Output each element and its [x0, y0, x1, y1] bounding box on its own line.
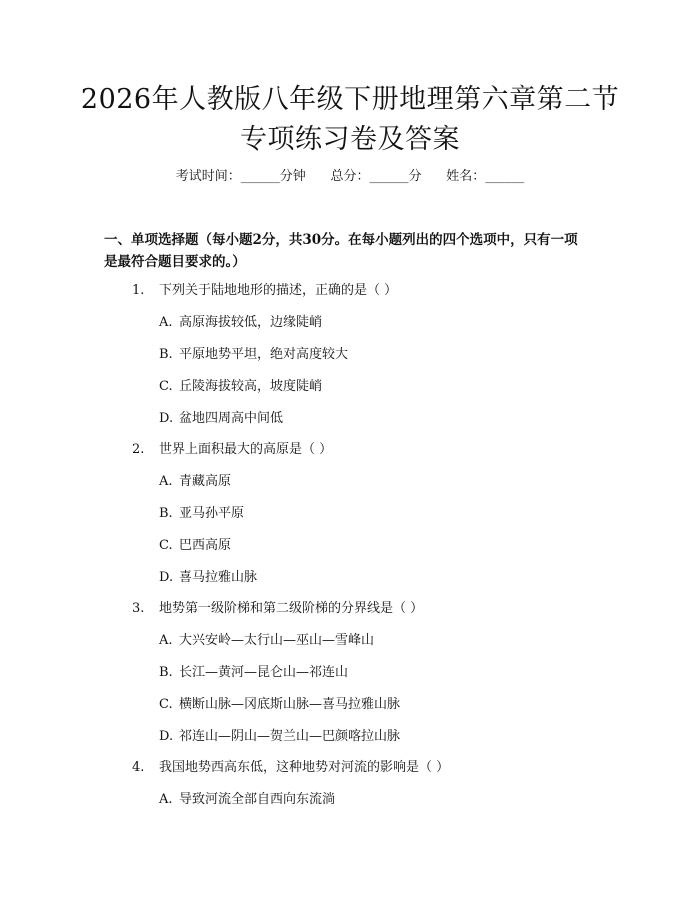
option-2d [159, 569, 257, 587]
option-text: 长江—黄河—昆仑山—祁连山 [179, 665, 349, 680]
page-title-line-2: 专项练习卷及答案 [240, 124, 460, 155]
option-1b [159, 346, 348, 364]
option-text: 高原海拔较低，边缘陡峭 [179, 315, 323, 330]
option-4a [159, 791, 335, 809]
question-text: 我国地势西高东低，这种地势对河流的影响是（ ） [159, 760, 450, 775]
option-text: 平原地势平坦，绝对高度较大 [179, 347, 349, 362]
option-3c [159, 696, 400, 714]
option-3a [159, 632, 374, 650]
question-1 [132, 282, 397, 300]
option-letter: D. [159, 729, 174, 744]
option-text: 巴西高原 [179, 538, 232, 553]
option-letter: B. [159, 506, 173, 521]
question-text: 下列关于陆地地形的描述，正确的是（ ） [159, 283, 398, 298]
question-4 [132, 759, 449, 777]
option-letter: A. [159, 315, 173, 330]
question-text: 地势第一级阶梯和第二级阶梯的分界线是（ ） [159, 601, 424, 616]
option-text: 祁连山—阴山—贺兰山—巴颜喀拉山脉 [179, 729, 401, 744]
option-text: 亚马孙平原 [179, 506, 245, 521]
option-letter: B. [159, 347, 173, 362]
option-text: 青藏高原 [179, 474, 232, 489]
option-1d [159, 410, 283, 428]
question-number: 4. [132, 760, 145, 775]
option-letter: A. [159, 474, 173, 489]
option-1c [159, 378, 322, 396]
option-text: 盆地四周高中间低 [179, 411, 284, 426]
page-title-line-1: 2026年人教版八年级下册地理第六章第二节 [80, 84, 620, 115]
section-heading-line-1: 一、单项选择题（每小题2分，共30分。在每小题列出的四个选项中，只有一项 [104, 232, 578, 248]
option-2b [159, 505, 244, 523]
option-letter: C. [159, 379, 173, 394]
section-heading-line-2: 是最符合题目要求的。） [104, 254, 246, 270]
option-3b [159, 664, 348, 682]
option-2c [159, 537, 231, 555]
option-letter: B. [159, 665, 173, 680]
question-number: 1. [132, 283, 145, 298]
option-letter: D. [159, 411, 174, 426]
option-text: 喜马拉雅山脉 [179, 570, 258, 585]
option-text: 大兴安岭—太行山—巫山—雪峰山 [179, 633, 375, 648]
question-3 [132, 600, 423, 618]
question-number: 2. [132, 442, 145, 457]
question-2 [132, 441, 332, 459]
exam-info-line: 考试时间：______分钟 总分：______分 姓名：______ [175, 169, 525, 184]
option-letter: A. [159, 792, 173, 807]
option-2a [159, 473, 231, 491]
question-text: 世界上面积最大的高原是（ ） [159, 442, 333, 457]
option-1a [159, 314, 322, 332]
option-3d [159, 728, 400, 746]
option-letter: C. [159, 538, 173, 553]
option-letter: A. [159, 633, 173, 648]
option-text: 丘陵海拔较高，坡度陡峭 [179, 379, 323, 394]
option-letter: D. [159, 570, 174, 585]
option-letter: C. [159, 697, 173, 712]
option-text: 横断山脉—冈底斯山脉—喜马拉雅山脉 [179, 697, 401, 712]
option-text: 导致河流全部自西向东流淌 [179, 792, 336, 807]
question-number: 3. [132, 601, 145, 616]
